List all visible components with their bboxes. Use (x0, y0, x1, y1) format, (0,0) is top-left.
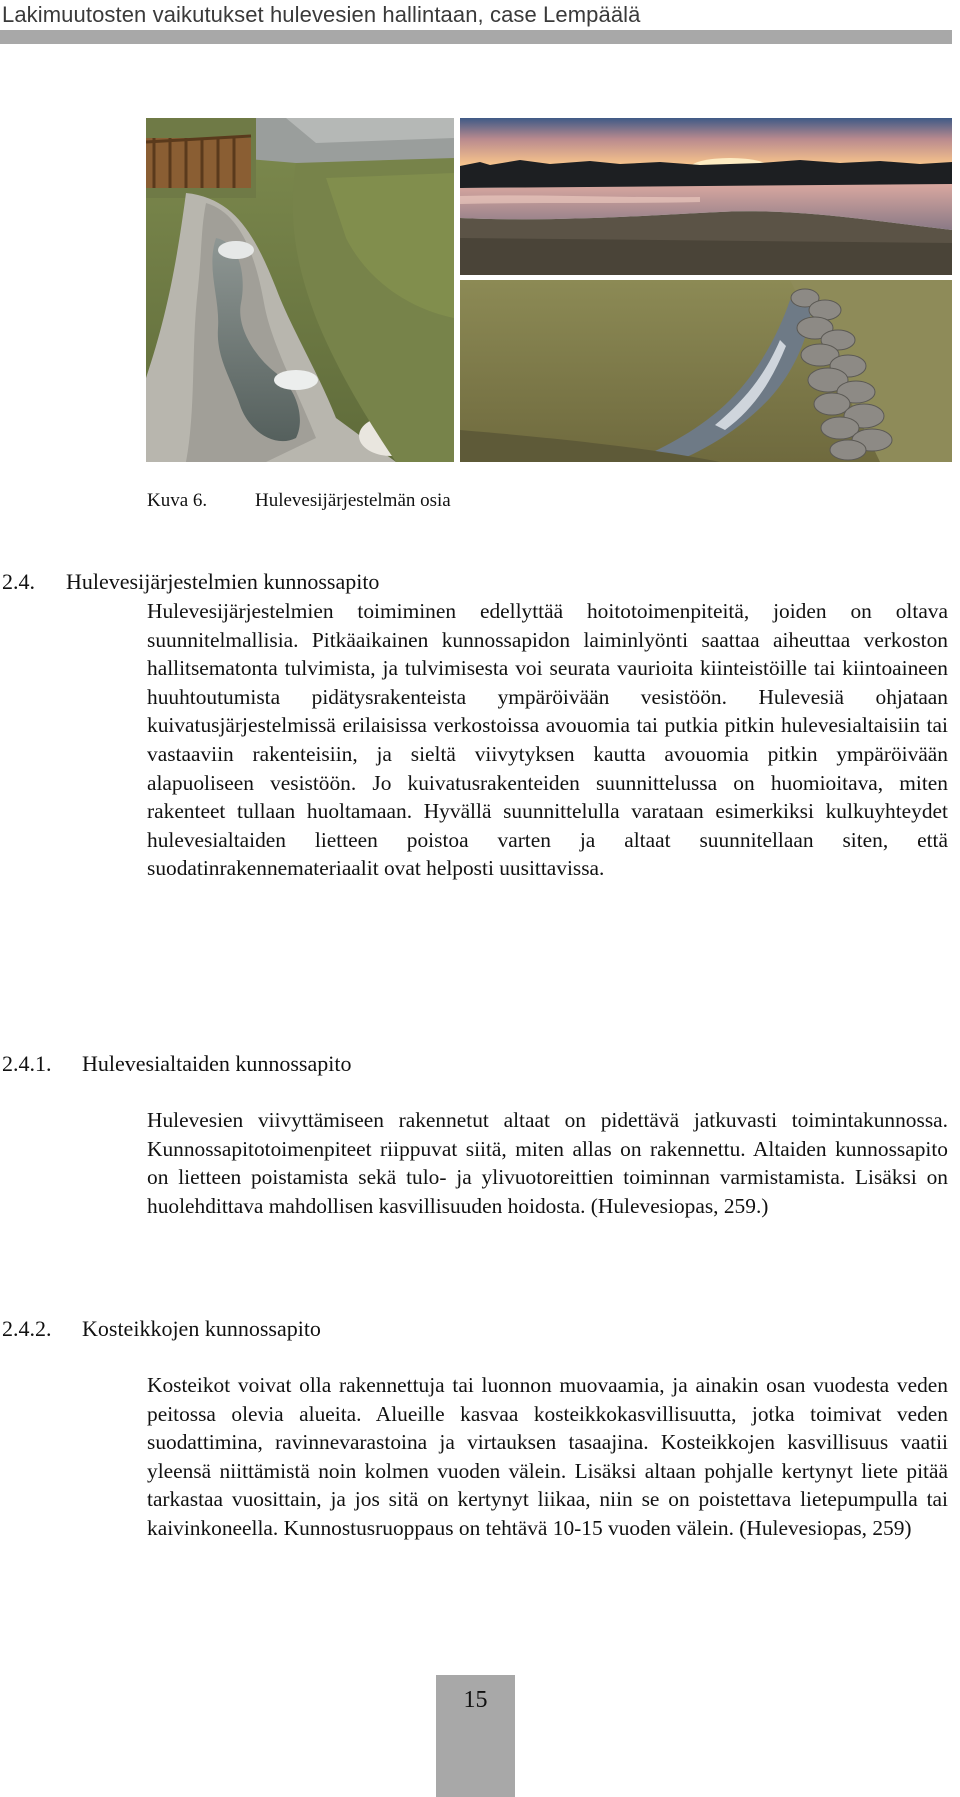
section-2-4-paragraph: Hulevesijärjestelmien toimiminen edellyttää hoitotoimenpiteitä, joiden on oltava suunnitelmallisia. Pitkäaikainen kunnossapidon laiminlyönti saattaa aiheuttaa verkoston hallitsematonta tulvimista, ja tulvimisesta voi seurata vaurioita kiinteistöille tai kiintoaineen huuhtoutumista pidätysrakenteista ympäröivään vesistöön. Hulevesiä ohjataan kuivatusjärjestelmissä erilaisissa verkostoissa avouomia tai putkia pitkin hulevesialtaisiin tai vastaaviin rakenteisiin, ja sieltä viivytyksen kautta avouomia pitkin ympäröivään alapuoliseen vesistöön. Jo kuivatusrakenteiden suunnittelussa on huomioitava, miten rakenteet tullaan huoltamaan. Hyvällä suunnittelulla varataan esimerkiksi kulkuyhteydet hulevesialtaiden lietteen poistoa varten ja altaat suunnitellaan siten, että suodatinrakennemateriaalit ovat helposti uusittavissa. (147, 599, 948, 881)
section-title: Hulevesijärjestelmien kunnossapito (66, 569, 380, 594)
section-heading-2-4-2 (2, 1316, 321, 1342)
photo-drainage-ditch (146, 118, 454, 462)
section-number: 2.4.1. (2, 1051, 52, 1076)
section-heading-2-4 (2, 569, 379, 595)
figure-photo-collage (146, 118, 952, 462)
page-footer (436, 1675, 515, 1797)
section-2-4-1-paragraph: Hulevesien viivyttämiseen rakennetut altaat on pidettävä jatkuvasti toimintakunnossa. Kunnossapitotoimenpiteet riippuvat siitä, miten allas on rakennettu. Altaiden kunnossapito on lietteen poistamista sekä tulo- ja ylivuotoreittien toiminnan varmistamista. Lisäksi on huolehdittava mahdollisen kasvillisuuden hoidosta. (Hulevesiopas, 259.) (147, 1108, 948, 1218)
page-number: 15 (463, 1687, 488, 1713)
section-number: 2.4. (2, 569, 35, 594)
section-title: Kosteikkojen kunnossapito (82, 1316, 321, 1341)
document-title: Lakimuutosten vaikutukset hulevesien hallintaan, case Lempäälä (2, 2, 641, 27)
section-number: 2.4.2. (2, 1316, 52, 1341)
figure-caption-text: Hulevesijärjestelmän osia (255, 490, 451, 511)
header-rule (0, 30, 952, 44)
figure-caption (147, 490, 451, 512)
photo-stone-ditch (460, 280, 952, 462)
section-heading-2-4-1 (2, 1051, 351, 1077)
section-2-4-2-paragraph: Kosteikot voivat olla rakennettuja tai luonnon muovaamia, ja ainakin osan vuodesta veden peitossa olevia alueita. Alueille kasvaa kosteikkokasvillisuutta, jotka toimivat veden suodattimina, ravinnevarastoina ja virtauksen tasaajina. Kosteikkojen kasvillisuus vaatii yleensä niittämistä noin kolmen vuoden välein. Lisäksi altaan pohjalle kertynyt liete pitää tarkastaa vuosittain, ja jos sitä on kertynyt liikaa, niin se on poistettava lietepumpulla tai kaivinkoneella. Kunnostusruoppaus on tehtävä 10-15 vuoden välein. (Hulevesiopas, 259) (147, 1373, 948, 1540)
photo-sunset-lake (460, 118, 952, 275)
section-title: Hulevesialtaiden kunnossapito (82, 1051, 352, 1076)
figure-caption-label: Kuva 6. (147, 490, 208, 511)
